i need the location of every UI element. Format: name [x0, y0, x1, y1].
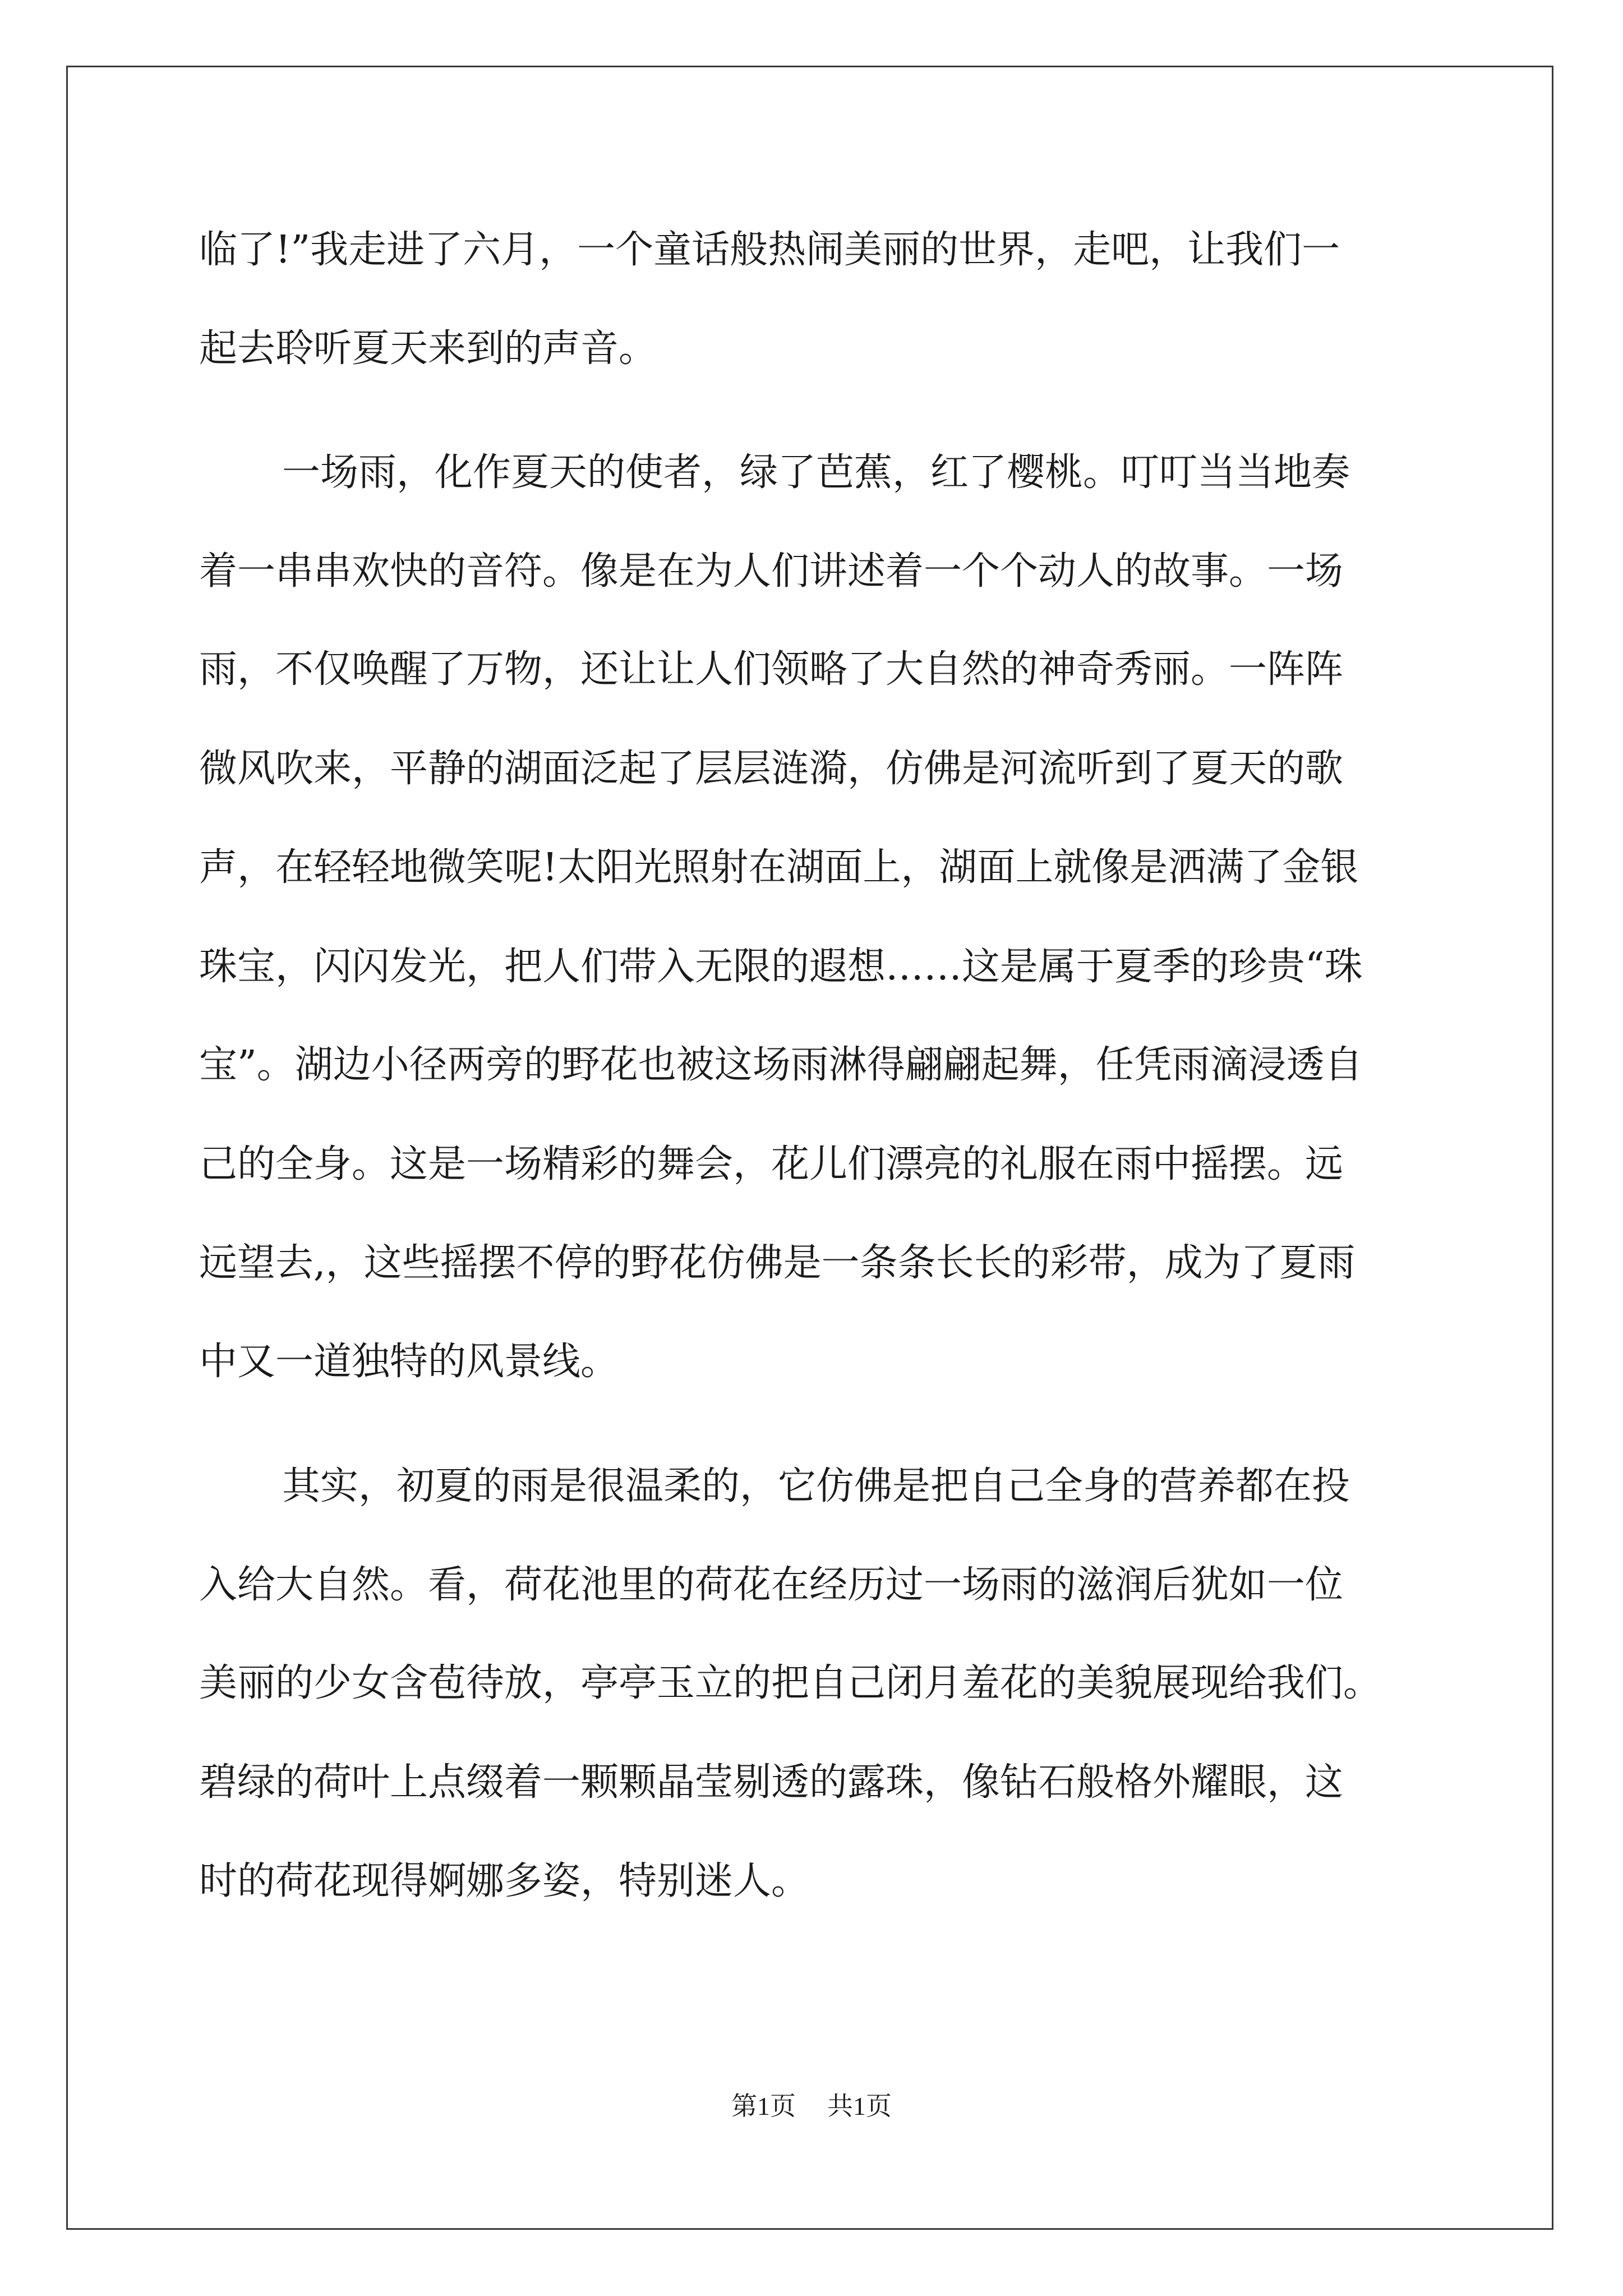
page-footer [0, 2090, 1623, 2123]
page-number: 第1页 [731, 2092, 796, 2120]
body-line: 美丽的少女含苞待放，亭亭玉立的把自己闭月羞花的美貌展现给我们。 [199, 1661, 1382, 1705]
body-line: 雨，不仅唤醒了万物，还让让人们领略了大自然的神奇秀丽。一阵阵 [199, 647, 1344, 692]
body-line: 其实，初夏的雨是很温柔的，它仿佛是把自己全身的营养都在投 [282, 1464, 1350, 1508]
body-line: 入给大自然。看，荷花池里的荷花在经历过一场雨的滋润后犹如一位 [199, 1563, 1344, 1607]
body-line: 珠宝，闪闪发光，把人们带入无限的遐想……这是属于夏季的珍贵“珠 [199, 945, 1363, 989]
body-line: 己的全身。这是一场精彩的舞会，花儿们漂亮的礼服在雨中摇摆。远 [199, 1142, 1344, 1186]
body-line: 一场雨，化作夏天的使者，绿了芭蕉，红了樱桃。叮叮当当地奏 [282, 450, 1350, 495]
page-total: 共1页 [827, 2092, 892, 2120]
body-line: 碧绿的荷叶上点缀着一颗颗晶莹剔透的露珠，像钻石般格外耀眼，这 [199, 1760, 1344, 1805]
body-line: 时的荷花现得婀娜多姿，特别迷人。 [199, 1859, 810, 1903]
body-line: 着一串串欢快的音符。像是在为人们讲述着一个个动人的故事。一场 [199, 549, 1344, 593]
body-line: 起去聆听夏天来到的声音。 [199, 326, 657, 371]
body-line: 宝”。湖边小径两旁的野花也被这场雨淋得翩翩起舞，任凭雨滴浸透自 [199, 1043, 1363, 1087]
body-line: 声，在轻轻地微笑呢!太阳光照射在湖面上，湖面上就像是洒满了金银 [199, 845, 1359, 890]
body-line: 中又一道独特的风景线。 [199, 1340, 619, 1384]
body-line: 临了!”我走进了六月，一个童话般热闹美丽的世界，走吧，让我们一 [199, 228, 1340, 272]
body-line: 远望去,，这些摇摆不停的野花仿佛是一条条长长的彩带，成为了夏雨 [199, 1241, 1355, 1285]
body-line: 微风吹来，平静的湖面泛起了层层涟漪，仿佛是河流听到了夏天的歌 [199, 747, 1344, 791]
